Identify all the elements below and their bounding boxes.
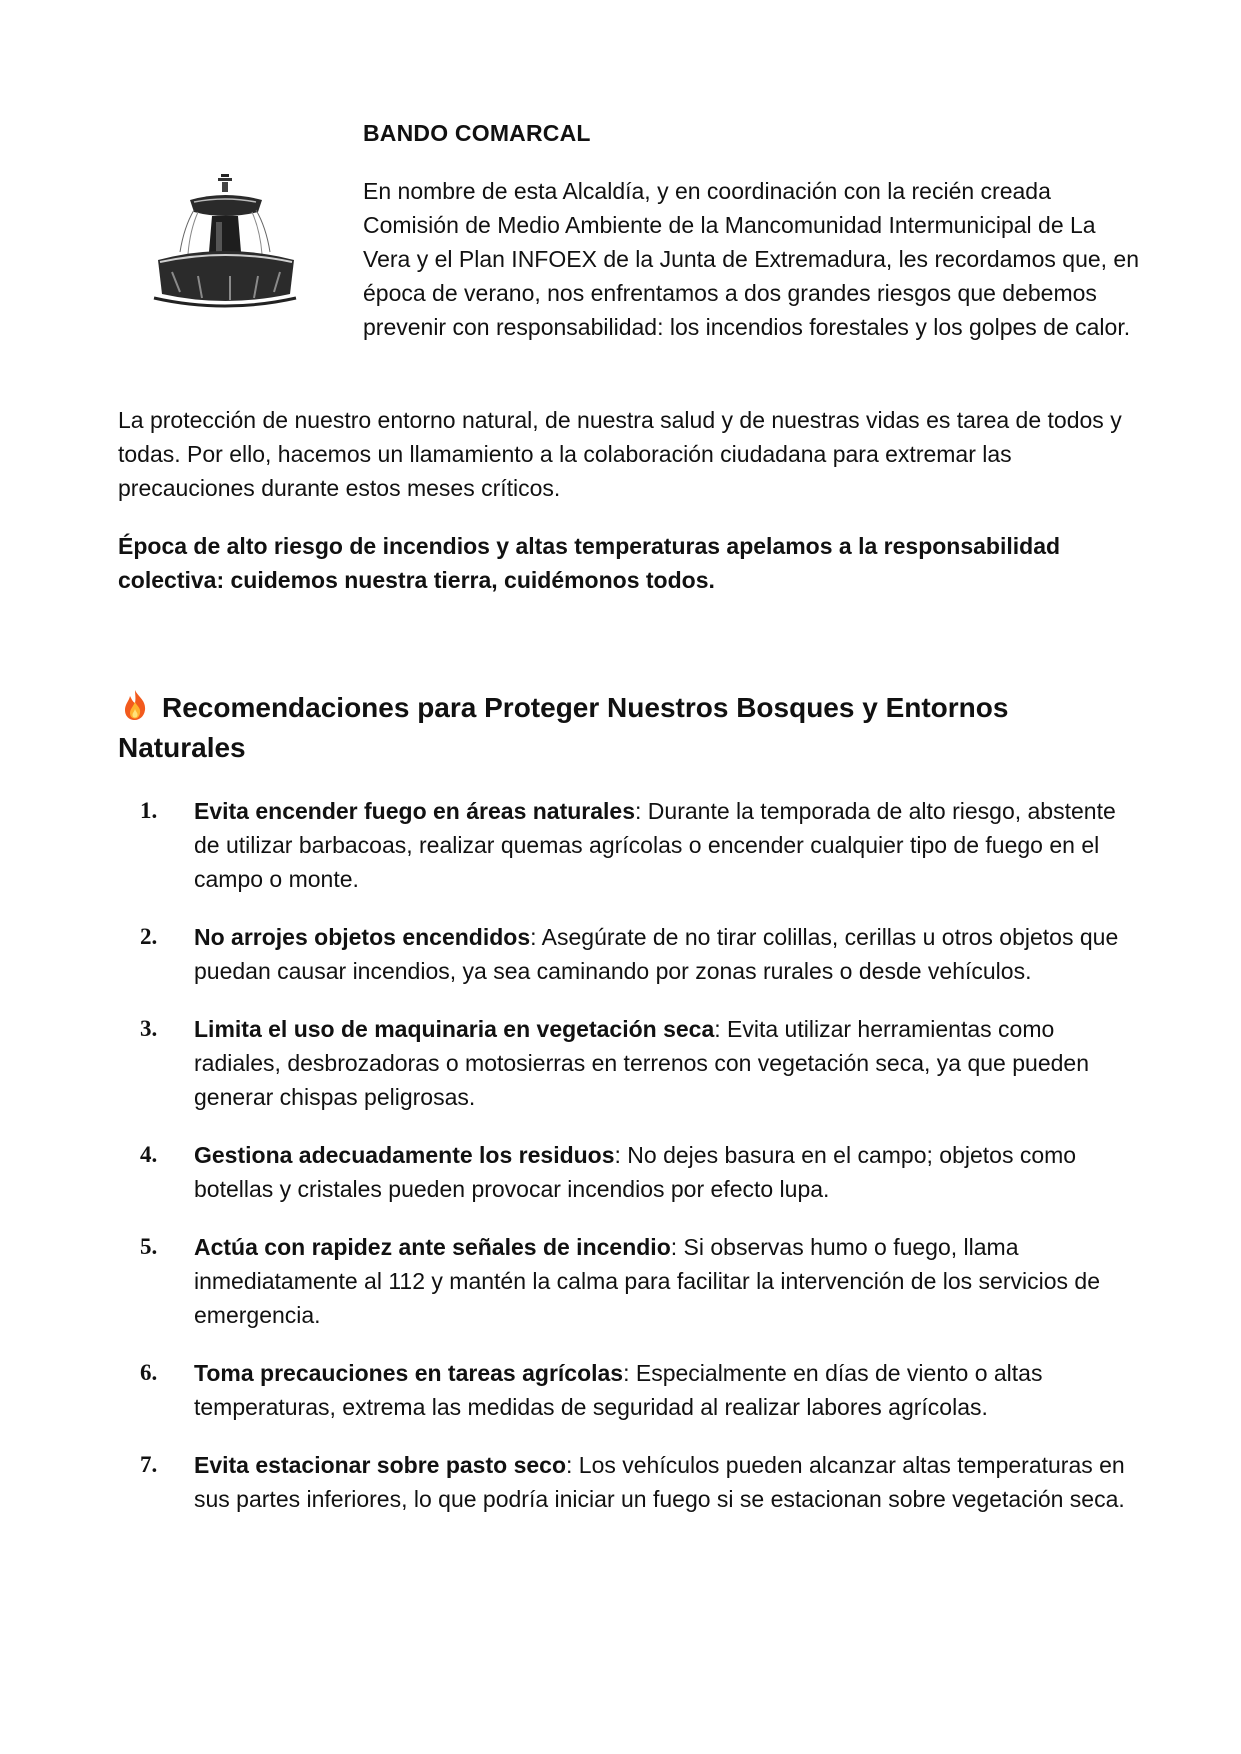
header-block — [363, 116, 1143, 344]
list-item — [118, 1230, 1138, 1332]
list-item-title: Limita el uso de maquinaria en vegetación seca — [194, 1016, 715, 1042]
list-item-number: 7. — [140, 1452, 158, 1477]
list-item-number: 2. — [140, 924, 158, 949]
recommendations-list — [118, 794, 1138, 1540]
list-item-number: 1. — [140, 798, 158, 823]
list-item-title: Gestiona adecuadamente los residuos — [194, 1142, 615, 1168]
section-heading-text: Recomendaciones para Proteger Nuestros Bosques y Entornos Naturales — [118, 692, 1009, 763]
paragraph-protection: La protección de nuestro entorno natural, de nuestra salud y de nuestras vidas es tarea de todos y todas. Por ello, hacemos un llamamiento a la colaboración ciudadana para extremar las precauciones durante estos meses críticos. — [118, 407, 1122, 501]
list-item — [118, 1356, 1138, 1424]
list-item — [118, 1012, 1138, 1114]
list-item-title: No arrojes objetos encendidos — [194, 924, 531, 950]
list-item-text: : Los vehículos pueden alcanzar altas temperaturas en sus partes inferiores, lo que podría iniciar un fuego si se estacionan sobre vegetación seca. — [194, 1452, 1125, 1512]
list-item — [118, 1138, 1138, 1206]
list-item-text: : Si observas humo o fuego, llama inmediatamente al 112 y mantén la calma para facilitar la intervención de los servicios de emergencia. — [194, 1234, 1100, 1328]
intro-paragraph: En nombre de esta Alcaldía, y en coordinación con la recién creada Comisión de Medio Ambiente de la Mancomunidad Intermunicipal de La Vera y el Plan INFOEX de la Junta de Extremadura, les recordamos que, en época de verano, nos enfrentamos a dos grandes riesgos que debemos prevenir con responsabilidad: los incendios forestales y los golpes de calor. — [363, 178, 1140, 340]
list-item-text: : Durante la temporada de alto riesgo, abstente de utilizar barbacoas, realizar quemas agrícolas o encender cualquier tipo de fuego en el campo o monte. — [194, 798, 1116, 892]
list-item-title: Evita estacionar sobre pasto seco — [194, 1452, 566, 1478]
document-title: BANDO COMARCAL — [363, 120, 591, 146]
list-item-number: 4. — [140, 1142, 158, 1167]
list-item-text: : Evita utilizar herramientas como radiales, desbrozadoras o motosierras en terrenos con vegetación seca, ya que pueden generar chispas peligrosas. — [194, 1016, 1089, 1110]
list-item-text: : Especialmente en días de viento o altas temperaturas, extrema las medidas de seguridad al realizar labores agrícolas. — [194, 1360, 1043, 1420]
list-item-text: : No dejes basura en el campo; objetos como botellas y cristales pueden provocar incendios por efecto lupa. — [194, 1142, 1077, 1202]
list-item-number: 3. — [140, 1016, 158, 1041]
list-item — [118, 794, 1138, 896]
list-item — [118, 920, 1138, 988]
list-item-text: : Asegúrate de no tirar colillas, cerillas u otros objetos que puedan causar incendios, ya sea caminando por zonas rurales o desde vehículos. — [194, 924, 1119, 984]
body-block — [118, 403, 1138, 621]
section-heading — [118, 688, 1118, 768]
paragraph-warning: Época de alto riesgo de incendios y altas temperaturas apelamos a la responsabilidad colectiva: cuidemos nuestra tierra, cuidémonos todos. — [118, 533, 1061, 593]
list-item-title: Toma precauciones en tareas agrícolas — [194, 1360, 624, 1386]
fountain-icon — [150, 172, 300, 312]
fire-icon — [118, 688, 152, 722]
list-item-number: 5. — [140, 1234, 158, 1259]
list-item-number: 6. — [140, 1360, 158, 1385]
list-item-title: Evita encender fuego en áreas naturales — [194, 798, 636, 824]
list-item — [118, 1448, 1138, 1516]
list-item-title: Actúa con rapidez ante señales de incendio — [194, 1234, 671, 1260]
